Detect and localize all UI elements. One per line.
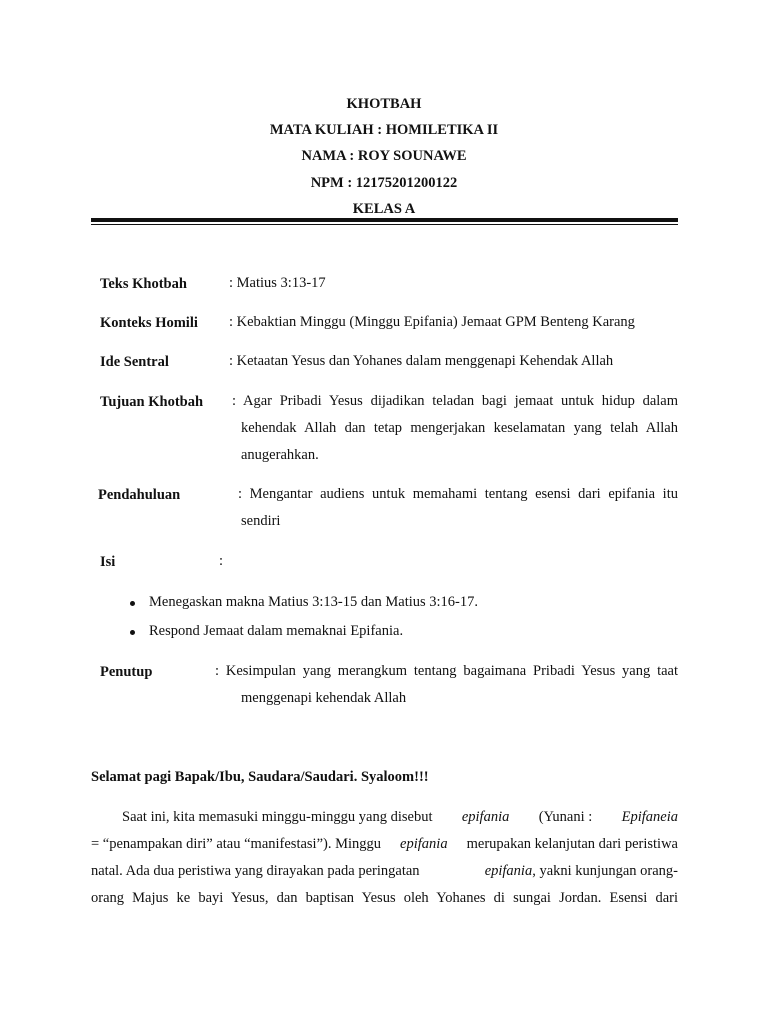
tujuan-khotbah-line-2: kehendak Allah dan tetap mengerjakan keselamatan yang telah Allah — [241, 420, 678, 436]
paragraph-line-1 — [122, 809, 678, 826]
greeting-heading: Selamat pagi Bapak/Ibu, Saudara/Saudari. Syaloom!!! — [91, 769, 429, 785]
paragraph-line-3 — [91, 863, 678, 880]
header-rule-thin — [91, 224, 678, 225]
npm-line: NPM : 12175201200122 — [310, 175, 458, 191]
text-run: (Yunani : — [538, 809, 593, 825]
konteks-homili-label: Konteks Homili — [100, 315, 198, 331]
italic-term: epifania — [461, 809, 510, 825]
text-run: Saat ini, kita memasuki minggu-minggu yang disebut — [122, 809, 433, 825]
teks-khotbah-label: Teks Khotbah — [100, 276, 187, 292]
pendahuluan-label: Pendahuluan — [98, 487, 181, 503]
header-rule-thick — [91, 218, 678, 222]
paragraph-line-4: orang Majus ke bayi Yesus, dan baptisan Yesus oleh Yohanes di sungai Jordan. Esensi dari — [91, 890, 678, 906]
isi-item-text: Menegaskan makna Matius 3:13-15 dan Matius 3:16-17. — [149, 594, 479, 610]
penutup-line-1: : Kesimpulan yang merangkum tentang bagaimana Pribadi Yesus yang taat — [215, 663, 678, 679]
penutup-label: Penutup — [100, 664, 153, 680]
text-run: merupakan kelanjutan dari peristiwa — [466, 836, 678, 852]
name-line: NAMA : ROY SOUNAWE — [301, 148, 467, 164]
italic-term: epifania — [400, 836, 448, 852]
class-line: KELAS A — [352, 201, 416, 217]
bullet-icon — [130, 630, 135, 635]
paragraph-line-2 — [91, 836, 678, 853]
isi-colon: : — [219, 553, 224, 569]
bullet-icon — [130, 601, 135, 606]
isi-label: Isi — [100, 554, 116, 570]
text-run-group — [485, 863, 678, 880]
text-run: natal. Ada dua peristiwa yang dirayakan pada peringatan — [91, 863, 420, 879]
tujuan-khotbah-line-3: anugerahkan. — [241, 447, 319, 463]
course-line: MATA KULIAH : HOMILETIKA II — [269, 122, 499, 138]
document-title: KHOTBAH — [346, 96, 422, 112]
italic-term: Epifaneia — [621, 809, 678, 825]
isi-item-text: Respond Jemaat dalam memaknai Epifania. — [149, 623, 404, 639]
penutup-line-2: menggenapi kehendak Allah — [241, 690, 407, 706]
pendahuluan-line-1: : Mengantar audiens untuk memahami tentang esensi dari epifania itu — [238, 486, 678, 502]
italic-term: epifania — [484, 863, 533, 879]
ide-sentral-value: : Ketaatan Yesus dan Yohanes dalam menggenapi Kehendak Allah — [229, 353, 614, 369]
pendahuluan-line-2: sendiri — [241, 513, 281, 529]
tujuan-khotbah-label: Tujuan Khotbah — [100, 394, 204, 410]
text-run: = “penampakan diri” atau “manifestasi”). Minggu — [91, 836, 382, 852]
text-run: , yakni kunjungan orang- — [532, 863, 678, 879]
ide-sentral-label: Ide Sentral — [100, 354, 169, 370]
tujuan-khotbah-line-1: : Agar Pribadi Yesus dijadikan teladan bagi jemaat untuk hidup dalam — [232, 393, 678, 409]
teks-khotbah-value: : Matius 3:13-17 — [229, 275, 326, 291]
konteks-homili-value: : Kebaktian Minggu (Minggu Epifania) Jemaat GPM Benteng Karang — [229, 314, 635, 330]
